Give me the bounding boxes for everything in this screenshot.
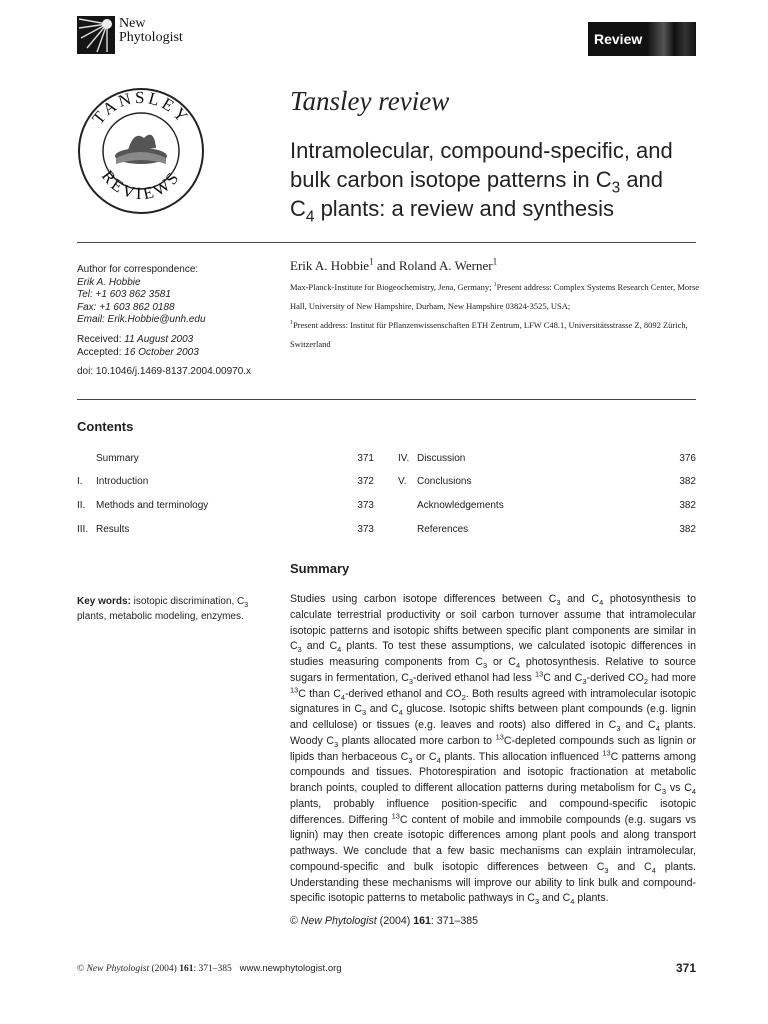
tansley-seal <box>76 86 206 216</box>
page-footer: © New Phytologist (2004) 161: 371–385 www.newphytologist.org <box>77 963 342 974</box>
affiliation-2: $^1$Present address: Institut für Pflanzenwissenschaften ETH Zentrum, LFW C48.1, Universitätsstrasse Z, 8092 Zürich, Switzerland <box>290 320 688 349</box>
correspondence-email: Email: Erik.Hobbie@unh.edu <box>77 314 206 325</box>
footer-journal: New Phytologist <box>86 964 150 974</box>
series-title: Tansley review <box>290 86 450 116</box>
svg-text:REVIEWS <box>98 167 184 204</box>
doi: doi: 10.1046/j.1469-8137.2004.00970.x <box>77 366 252 377</box>
journal-name <box>119 17 183 45</box>
correspondence-label: Author for correspondence: <box>77 264 199 275</box>
svg-text:TANSLEY <box>88 88 193 128</box>
correspondence-fax: Fax: +1 603 862 0188 <box>77 301 175 313</box>
seal-bottom-text: REVIEWS <box>97 166 185 204</box>
affiliation-1: Max-Planck-Institute for Biogeochemistry, Jena, Germany; $^1$Present address: Complex Systems Research Center, Morse Hall, University of New Hampshire, Durham, New Hampshire 03824-3525, USA; <box>290 282 700 311</box>
correspondence-block <box>77 264 206 327</box>
journal-logo-mark <box>77 16 115 54</box>
footer-url[interactable]: www.newphytologist.org <box>239 963 342 974</box>
keywords-label: Key words: <box>77 596 131 607</box>
received-label: Received: <box>77 334 122 345</box>
summary-citation: © New Phytologist (2004) 161: 371–385 <box>290 915 479 927</box>
header-divider <box>77 242 696 243</box>
title-line-3: $C_4$ plants: a review and synthesis <box>290 196 615 226</box>
title-line-2: bulk carbon isotope patterns in $C_3$ and <box>290 167 664 197</box>
keywords: Key words: isotopic discrimination, $C_3$ plants, metabolic modeling, enzymes. <box>77 596 249 623</box>
journal-name-line2: Phytologist <box>119 30 183 45</box>
tansley-seal-icon <box>76 86 206 216</box>
summary-body: Studies using carbon isotope differences between $C_3$ and $C_4$ photosynthesis to calculate terrestrial productivity or soil carbon turnover assume that intramolecular isotopic patterns and isotopic shifts between specific plant components are similar in $C_3$ and $C_4$ plants. To test these assumptions, we calculated isotopic differences in studies measuring components from $C_3$ or $C_4$ photosynthesis. Relative to source sugars in fermentation, $C_3$-derived ethanol had less $^{13}$C and $C_3$-derived $CO_2$ had more $^{13}$C than $C_4$-derived ethanol and $CO_2$. Both results agreed with intramolecular isotopic signatures in $C_3$ and $C_4$ glucose. Isotopic shifts between plant compounds (e.g. lignin and cellulose) or tissues (e.g. leaves and roots) also differed in $C_3$ and $C_4$ plants. Woody $C_3$ plants allocated more carbon to $^{13}$C-depleted compounds such as lignin or lipids than herbaceous $C_3$ or $C_4$ plants. This allocation influenced $^{13}$C patterns among compounds and tissues. Photorespiration and isotopic fractionation at metabolic branch points, coupled to different allocation patterns during metabolism for $C_3$ vs $C_4$ plants, probably influence position-specific and compound-specific isotopic differences. Differing $^{13}$C content of mobile and immobile compounds (e.g. sugars vs lignin) may then create isotopic differences among plant pools and along transport pathways. We conclude that a few basic mechanisms can explain intramolecular, compound-specific and bulk isotopic differences between $C_3$ and $C_4$ plants. Understanding these mechanisms will improve our ability to link bulk and compound-specific isotopic patterns to metabolic pathways in $C_3$ and $C_4$ plants. <box>290 593 697 907</box>
page-number: 371 <box>675 961 696 975</box>
received-date: 11 August 2003 <box>124 334 194 345</box>
article-title <box>290 136 710 226</box>
journal-name-line1: New <box>119 16 146 31</box>
contents-left-column: Summary 371 I. Introduction 372 II. Methods and terminology 373 III. Results 373 <box>77 453 374 535</box>
correspondence-tel: Tel: +1 603 862 3581 <box>77 289 171 300</box>
seal-top-text: TANSLEY <box>88 87 194 128</box>
review-tab-label: Review <box>594 31 643 47</box>
meta-divider <box>77 399 696 400</box>
dates-block <box>77 334 199 359</box>
summary-heading: Summary <box>290 561 350 576</box>
review-tab <box>588 22 696 56</box>
correspondence-name: Erik A. Hobbie <box>77 276 141 288</box>
accepted-label: Accepted: <box>77 346 122 358</box>
affiliations <box>290 278 700 354</box>
title-line-1: Intramolecular, compound-specific, and <box>290 138 673 163</box>
contents-right-column: IV. Discussion 376 V. Conclusions 382 Acknowledgements 382 References 382 <box>398 453 696 535</box>
accepted-date: 16 October 2003 <box>124 346 199 358</box>
sunburst-icon <box>77 16 115 54</box>
author-line: Erik A. Hobbie$^1$ and Roland A. Werner$^1$ <box>290 256 498 273</box>
contents-heading: Contents <box>77 419 134 434</box>
